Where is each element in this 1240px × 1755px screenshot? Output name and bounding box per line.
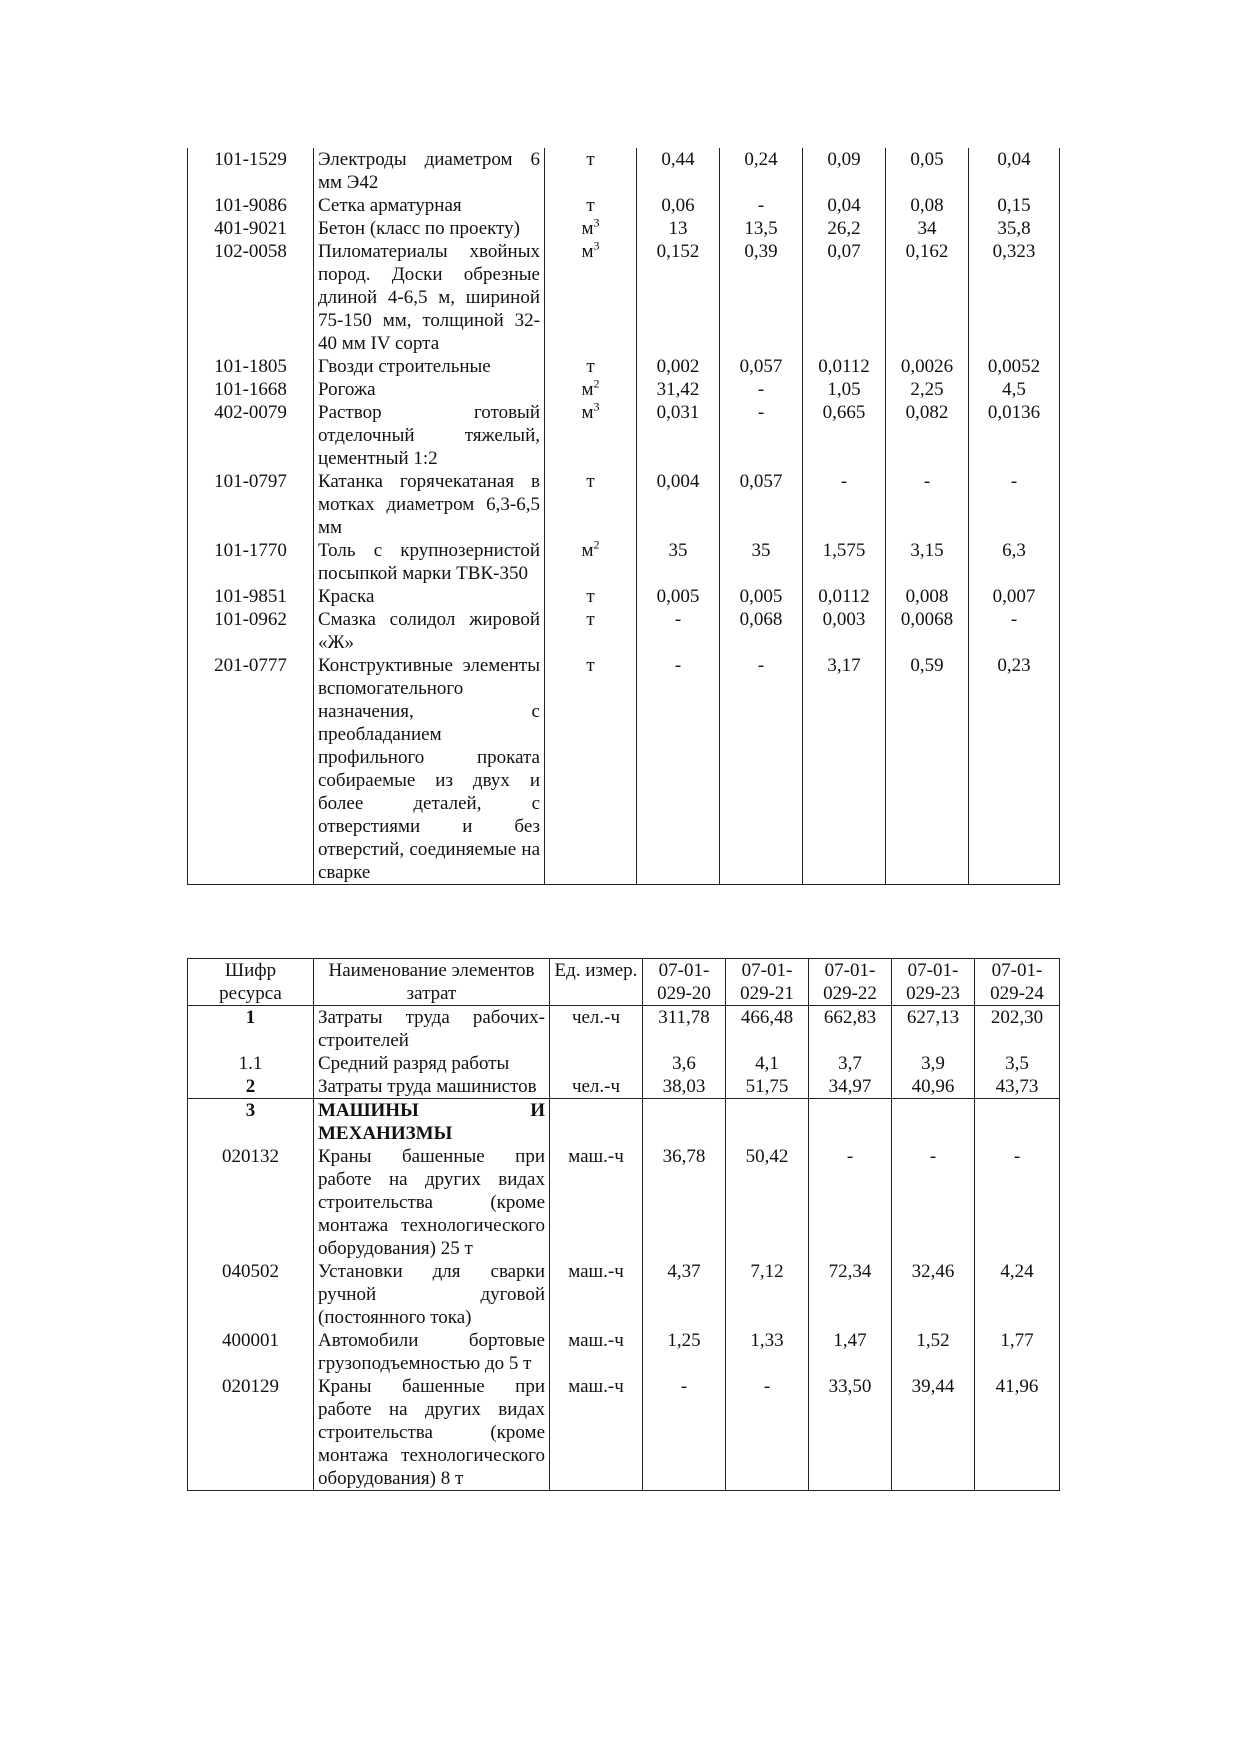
table-row [188, 355, 1060, 378]
unit-exponent: 2 [593, 537, 600, 552]
resource-unit [545, 401, 637, 470]
value-cell: 33,50 [809, 1375, 892, 1491]
unit-text: т [586, 195, 595, 216]
value-cell: 1,575 [803, 539, 886, 585]
table-row [188, 1052, 1060, 1075]
table-row [188, 217, 1060, 240]
unit-text: м [581, 379, 594, 400]
unit-text: т [586, 586, 595, 607]
unit-text: т [586, 609, 595, 630]
resource-code: 101-0797 [188, 470, 314, 539]
value-cell: 0,39 [720, 240, 803, 355]
value-cell: - [720, 654, 803, 885]
value-cell: 0,004 [637, 470, 720, 539]
unit-exponent: 3 [593, 238, 600, 253]
group-row [188, 1099, 1060, 1146]
resource-unit [545, 654, 637, 885]
value-cell: 4,5 [969, 378, 1060, 401]
resource-name: Сетка арматурная [314, 194, 545, 217]
value-cell: 38,03 [643, 1075, 726, 1099]
value-cell: 31,42 [637, 378, 720, 401]
value-cell: 0,005 [720, 585, 803, 608]
header-col: 07-01-029-24 [975, 959, 1060, 1006]
value-cell: - [892, 1145, 975, 1260]
resource-unit [545, 194, 637, 217]
resource-code: 101-1805 [188, 355, 314, 378]
value-cell: 39,44 [892, 1375, 975, 1491]
value-cell: - [643, 1375, 726, 1491]
header-name: Наименование элементов затрат [314, 959, 550, 1006]
empty-cell [643, 1099, 726, 1146]
value-cell: - [720, 194, 803, 217]
value-cell: - [969, 470, 1060, 539]
value-cell: - [803, 470, 886, 539]
value-cell: 0,068 [720, 608, 803, 654]
unit-text: т [586, 471, 595, 492]
value-cell: 0,003 [803, 608, 886, 654]
value-cell: 466,48 [726, 1006, 809, 1053]
value-cell: 1,77 [975, 1329, 1060, 1375]
resource-unit: маш.-ч [550, 1375, 643, 1491]
value-cell: 311,78 [643, 1006, 726, 1053]
resource-name: Электроды диаметром 6 мм Э42 [314, 148, 545, 194]
value-cell: 1,05 [803, 378, 886, 401]
table-row [188, 1375, 1060, 1491]
value-cell: 0,08 [886, 194, 969, 217]
resource-code: 020129 [188, 1375, 314, 1491]
value-cell: 0,24 [720, 148, 803, 194]
resource-unit: маш.-ч [550, 1145, 643, 1260]
value-cell: 1,33 [726, 1329, 809, 1375]
resource-unit: маш.-ч [550, 1260, 643, 1329]
table-row [188, 1075, 1060, 1099]
value-cell: 13,5 [720, 217, 803, 240]
resource-code: 1 [188, 1006, 314, 1053]
value-cell: 4,1 [726, 1052, 809, 1075]
value-cell: 3,7 [809, 1052, 892, 1075]
resource-code: 101-9851 [188, 585, 314, 608]
value-cell: 51,75 [726, 1075, 809, 1099]
resource-unit: чел.-ч [550, 1075, 643, 1099]
value-cell: 32,46 [892, 1260, 975, 1329]
value-cell: 0,23 [969, 654, 1060, 885]
value-cell: - [720, 378, 803, 401]
resource-unit: чел.-ч [550, 1006, 643, 1053]
value-cell: - [809, 1145, 892, 1260]
resource-code: 101-1668 [188, 378, 314, 401]
table-row [188, 378, 1060, 401]
value-cell: 0,002 [637, 355, 720, 378]
unit-text: т [586, 149, 595, 170]
value-cell: 3,5 [975, 1052, 1060, 1075]
value-cell: 4,37 [643, 1260, 726, 1329]
value-cell: 0,0136 [969, 401, 1060, 470]
value-cell: 3,9 [892, 1052, 975, 1075]
value-cell: 35,8 [969, 217, 1060, 240]
unit-text: м [581, 402, 594, 423]
table-row [188, 240, 1060, 355]
resource-unit [545, 148, 637, 194]
resource-name: Затраты труда машинистов [314, 1075, 550, 1099]
value-cell: 1,47 [809, 1329, 892, 1375]
value-cell: 0,0052 [969, 355, 1060, 378]
value-cell: 0,162 [886, 240, 969, 355]
resource-code: 102-0058 [188, 240, 314, 355]
value-cell: 0,082 [886, 401, 969, 470]
group-title: МАШИНЫ И МЕХАНИЗМЫ [314, 1099, 550, 1146]
resource-name: Гвозди строительные [314, 355, 545, 378]
value-cell: 0,0068 [886, 608, 969, 654]
unit-text: м [581, 218, 594, 239]
value-cell: - [886, 470, 969, 539]
resource-code: 101-1529 [188, 148, 314, 194]
unit-exponent: 3 [593, 215, 600, 230]
resources-table [187, 958, 1060, 1491]
value-cell: 50,42 [726, 1145, 809, 1260]
value-cell: - [969, 608, 1060, 654]
value-cell: 0,057 [720, 470, 803, 539]
resource-name: Автомобили бортовые грузоподъемностью до 5 т [314, 1329, 550, 1375]
value-cell: 3,15 [886, 539, 969, 585]
resource-name: Установки для сварки ручной дуговой (постоянного тока) [314, 1260, 550, 1329]
value-cell: 0,04 [969, 148, 1060, 194]
value-cell: 4,24 [975, 1260, 1060, 1329]
value-cell: 0,323 [969, 240, 1060, 355]
resource-code: 101-1770 [188, 539, 314, 585]
resource-name: Средний разряд работы [314, 1052, 550, 1075]
table-row [188, 401, 1060, 470]
value-cell: 0,031 [637, 401, 720, 470]
value-cell: 2,25 [886, 378, 969, 401]
resource-unit [545, 585, 637, 608]
header-col: 07-01-029-23 [892, 959, 975, 1006]
value-cell: 6,3 [969, 539, 1060, 585]
value-cell: 26,2 [803, 217, 886, 240]
resource-name: Краска [314, 585, 545, 608]
resource-name: Раствор готовый отделочный тяжелый, цементный 1:2 [314, 401, 545, 470]
value-cell: 0,04 [803, 194, 886, 217]
table-row [188, 654, 1060, 885]
value-cell: 7,12 [726, 1260, 809, 1329]
value-cell: 0,007 [969, 585, 1060, 608]
resource-code: 1.1 [188, 1052, 314, 1075]
unit-text: т [586, 356, 595, 377]
resource-name: Пиломатериалы хвойных пород. Доски обрезные длиной 4-6,5 м, шириной 75-150 мм, толщиной 32-40 мм IV сорта [314, 240, 545, 355]
header-unit: Ед. измер. [550, 959, 643, 1006]
resource-code: 2 [188, 1075, 314, 1099]
unit-text: м [581, 241, 594, 262]
unit-exponent: 3 [593, 399, 600, 414]
value-cell: 40,96 [892, 1075, 975, 1099]
value-cell: 0,05 [886, 148, 969, 194]
resource-unit [550, 1052, 643, 1075]
header-col: 07-01-029-21 [726, 959, 809, 1006]
value-cell: - [975, 1145, 1060, 1260]
header-code: Шифр ресурса [188, 959, 314, 1006]
value-cell: 0,59 [886, 654, 969, 885]
resource-name: Толь с крупнозернистой посыпкой марки ТВК-350 [314, 539, 545, 585]
table-row [188, 148, 1060, 194]
value-cell: 35 [637, 539, 720, 585]
empty-cell [975, 1099, 1060, 1146]
resource-code: 400001 [188, 1329, 314, 1375]
value-cell: 202,30 [975, 1006, 1060, 1053]
value-cell: 0,665 [803, 401, 886, 470]
resource-name: Конструктивные элементы вспомогательного назначения, с преобладанием профильного проката собираемые из двух и более деталей, с отверстиями и без отверстий, соединяемые на сварке [314, 654, 545, 885]
table-row [188, 194, 1060, 217]
empty-cell [892, 1099, 975, 1146]
value-cell: 3,17 [803, 654, 886, 885]
table-header-row [188, 959, 1060, 1006]
resource-unit [545, 217, 637, 240]
table-row [188, 470, 1060, 539]
resource-code: 402-0079 [188, 401, 314, 470]
value-cell: 0,152 [637, 240, 720, 355]
resource-name: Затраты труда рабочих-строителей [314, 1006, 550, 1053]
resource-name: Краны башенные при работе на других видах строительства (кроме монтажа технологического оборудования) 25 т [314, 1145, 550, 1260]
value-cell: 0,008 [886, 585, 969, 608]
resource-name: Бетон (класс по проекту) [314, 217, 545, 240]
value-cell: 35 [720, 539, 803, 585]
value-cell: 43,73 [975, 1075, 1060, 1099]
value-cell: - [726, 1375, 809, 1491]
resource-code: 201-0777 [188, 654, 314, 885]
resource-name: Краны башенные при работе на других видах строительства (кроме монтажа технологического оборудования) 8 т [314, 1375, 550, 1491]
resource-unit [545, 240, 637, 355]
resource-unit [545, 608, 637, 654]
empty-cell [726, 1099, 809, 1146]
table-row [188, 1145, 1060, 1260]
unit-text: м [581, 540, 594, 561]
table-row [188, 1006, 1060, 1053]
value-cell: 0,07 [803, 240, 886, 355]
table-row [188, 1260, 1060, 1329]
resource-unit [545, 378, 637, 401]
value-cell: 0,44 [637, 148, 720, 194]
value-cell: 0,057 [720, 355, 803, 378]
value-cell: 3,6 [643, 1052, 726, 1075]
value-cell: 0,15 [969, 194, 1060, 217]
value-cell: 34 [886, 217, 969, 240]
empty-cell [550, 1099, 643, 1146]
value-cell: 72,34 [809, 1260, 892, 1329]
resource-code: 101-9086 [188, 194, 314, 217]
value-cell: - [637, 654, 720, 885]
resource-unit: маш.-ч [550, 1329, 643, 1375]
resource-unit [545, 539, 637, 585]
value-cell: 0,005 [637, 585, 720, 608]
materials-table [187, 148, 1060, 885]
resource-code: 020132 [188, 1145, 314, 1260]
table-row [188, 1329, 1060, 1375]
resource-code: 040502 [188, 1260, 314, 1329]
value-cell: 627,13 [892, 1006, 975, 1053]
header-col: 07-01-029-22 [809, 959, 892, 1006]
resource-unit [545, 355, 637, 378]
resource-name: Катанка горячекатаная в мотках диаметром 6,3-6,5 мм [314, 470, 545, 539]
unit-text: т [586, 655, 595, 676]
value-cell: 1,25 [643, 1329, 726, 1375]
unit-exponent: 2 [593, 376, 600, 391]
value-cell: 36,78 [643, 1145, 726, 1260]
table-row [188, 539, 1060, 585]
value-cell: 13 [637, 217, 720, 240]
empty-cell [809, 1099, 892, 1146]
group-code: 3 [188, 1099, 314, 1146]
table-row [188, 608, 1060, 654]
resource-code: 401-9021 [188, 217, 314, 240]
value-cell: - [720, 401, 803, 470]
resource-name: Рогожа [314, 378, 545, 401]
value-cell: 41,96 [975, 1375, 1060, 1491]
value-cell: 0,0112 [803, 355, 886, 378]
value-cell: - [637, 608, 720, 654]
table-row [188, 585, 1060, 608]
value-cell: 1,52 [892, 1329, 975, 1375]
resource-unit [545, 470, 637, 539]
value-cell: 0,06 [637, 194, 720, 217]
resource-name: Смазка солидол жировой «Ж» [314, 608, 545, 654]
value-cell: 662,83 [809, 1006, 892, 1053]
value-cell: 0,09 [803, 148, 886, 194]
resource-code: 101-0962 [188, 608, 314, 654]
value-cell: 0,0112 [803, 585, 886, 608]
header-col: 07-01-029-20 [643, 959, 726, 1006]
value-cell: 34,97 [809, 1075, 892, 1099]
value-cell: 0,0026 [886, 355, 969, 378]
